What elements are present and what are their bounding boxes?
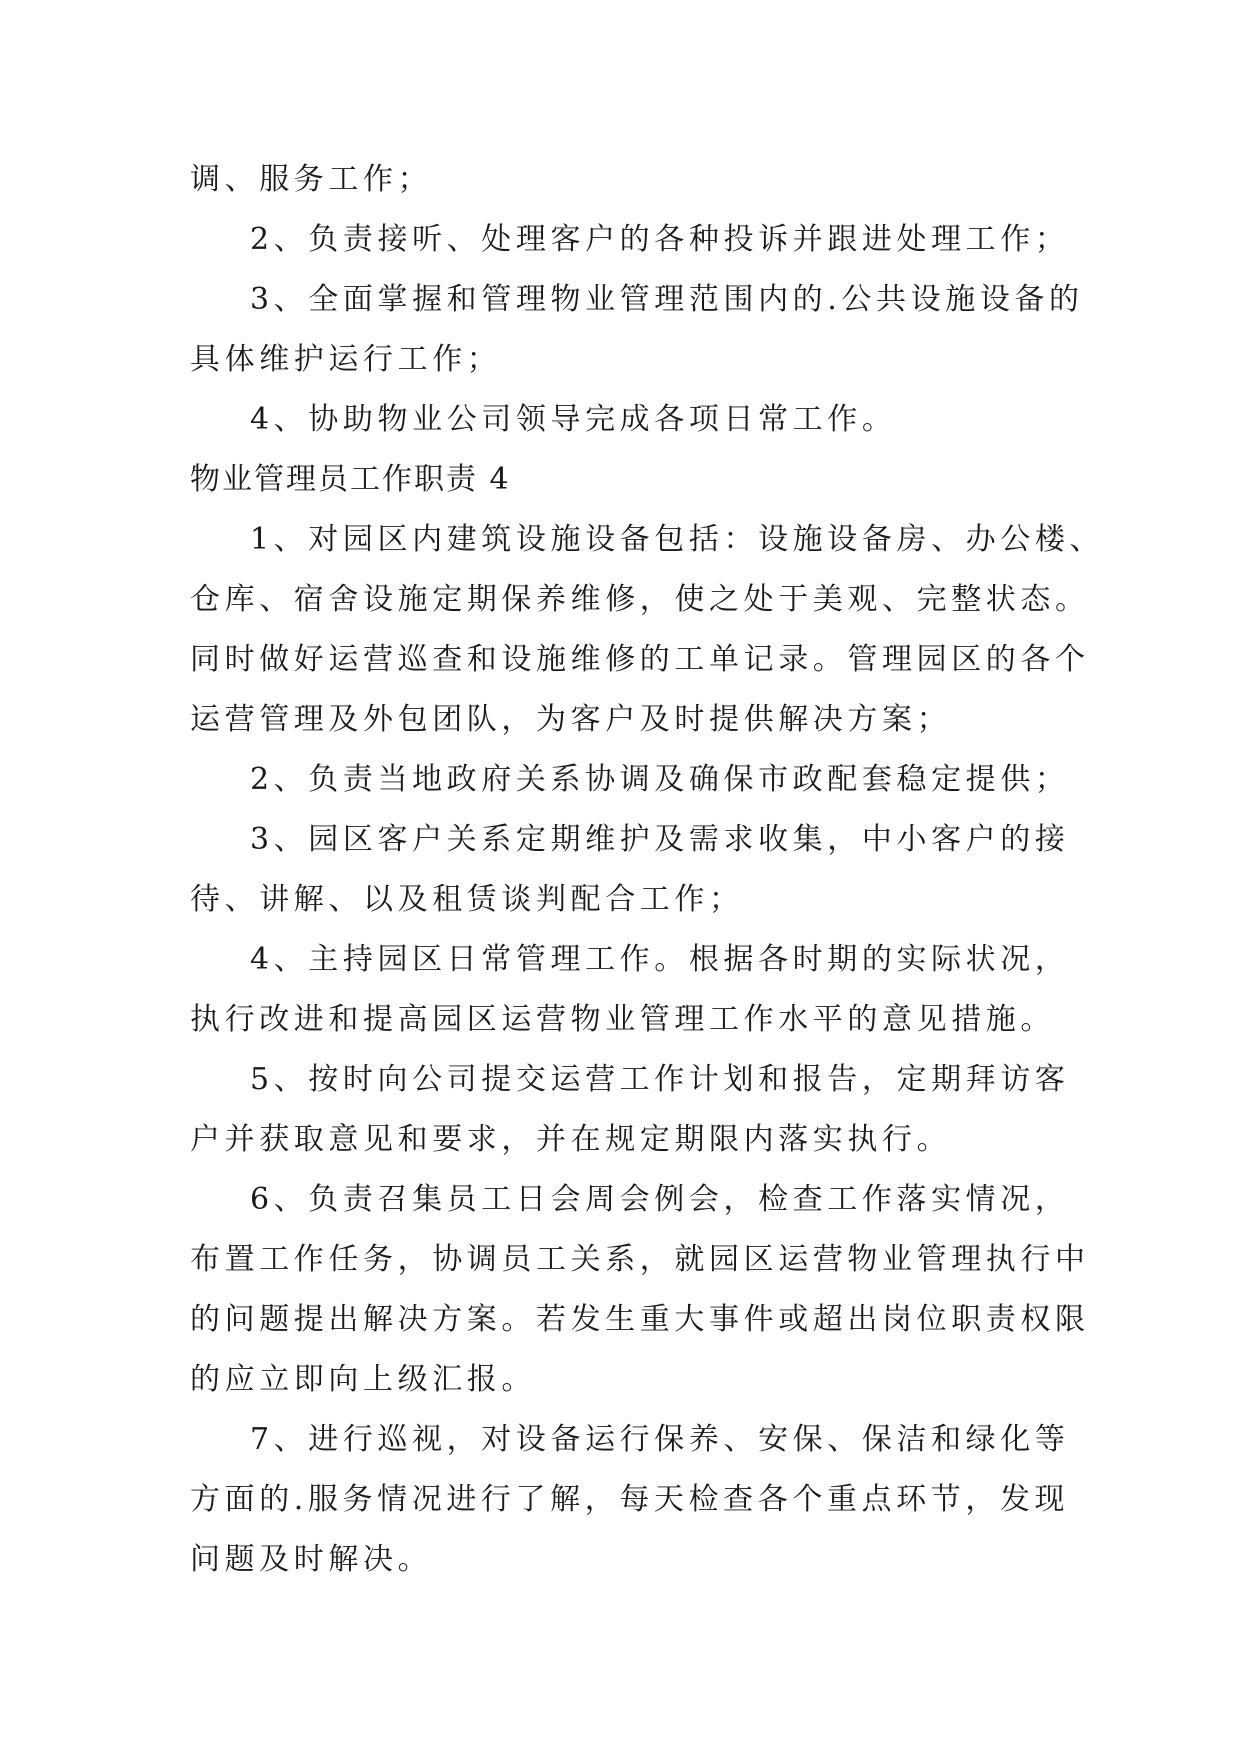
paragraph-line: 仓库、宿舍设施定期保养维修，使之处于美观、完整状态。 [190, 582, 1090, 617]
paragraph-line: 同时做好运营巡查和设施维修的工单记录。管理园区的各个 [190, 642, 1090, 677]
paragraph-line: 2、负责当地政府关系协调及确保市政配套稳定提供； [250, 762, 1070, 797]
paragraph-line: 布置工作任务，协调员工关系，就园区运营物业管理执行中 [190, 1242, 1090, 1277]
paragraph-line: 的问题提出解决方案。若发生重大事件或超出岗位职责权限 [190, 1302, 1090, 1337]
paragraph-line: 2、负责接听、处理客户的各种投诉并跟进处理工作； [250, 222, 1070, 257]
paragraph-line: 4、协助物业公司领导完成各项日常工作。 [250, 402, 897, 437]
paragraph-line: 户并获取意见和要求，并在规定期限内落实执行。 [190, 1122, 952, 1157]
paragraph-line: 7、进行巡视，对设备运行保养、安保、保洁和绿化等 [250, 1422, 1070, 1457]
document-page [190, 150, 1105, 1590]
paragraph-line: 问题及时解决。 [190, 1542, 433, 1577]
paragraph-line: 5、按时向公司提交运营工作计划和报告，定期拜访客 [250, 1062, 1070, 1097]
paragraph-line: 6、负责召集员工日会周会例会，检查工作落实情况， [250, 1182, 1070, 1217]
paragraph-line: 3、园区客户关系定期维护及需求收集，中小客户的接 [250, 822, 1070, 857]
paragraph-line: 方面的.服务情况进行了解，每天检查各个重点环节，发现 [190, 1482, 1070, 1517]
paragraph-line: 3、全面掌握和管理物业管理范围内的.公共设施设备的 [250, 282, 1084, 317]
paragraph-line: 执行改进和提高园区运营物业管理工作水平的意见措施。 [190, 1002, 1055, 1037]
paragraph-line: 待、讲解、以及租赁谈判配合工作； [190, 882, 744, 917]
section-heading: 物业管理员工作职责 4 [190, 462, 511, 497]
paragraph-line: 4、主持园区日常管理工作。根据各时期的实际状况， [250, 942, 1070, 977]
paragraph-line: 具体维护运行工作； [190, 342, 502, 377]
paragraph-line: 的应立即向上级汇报。 [190, 1362, 536, 1397]
paragraph-line: 1、对园区内建筑设施设备包括：设施设备房、办公楼、 [250, 522, 1105, 557]
paragraph-line: 运营管理及外包团队，为客户及时提供解决方案； [190, 702, 952, 737]
paragraph-line: 调、服务工作； [190, 162, 433, 197]
